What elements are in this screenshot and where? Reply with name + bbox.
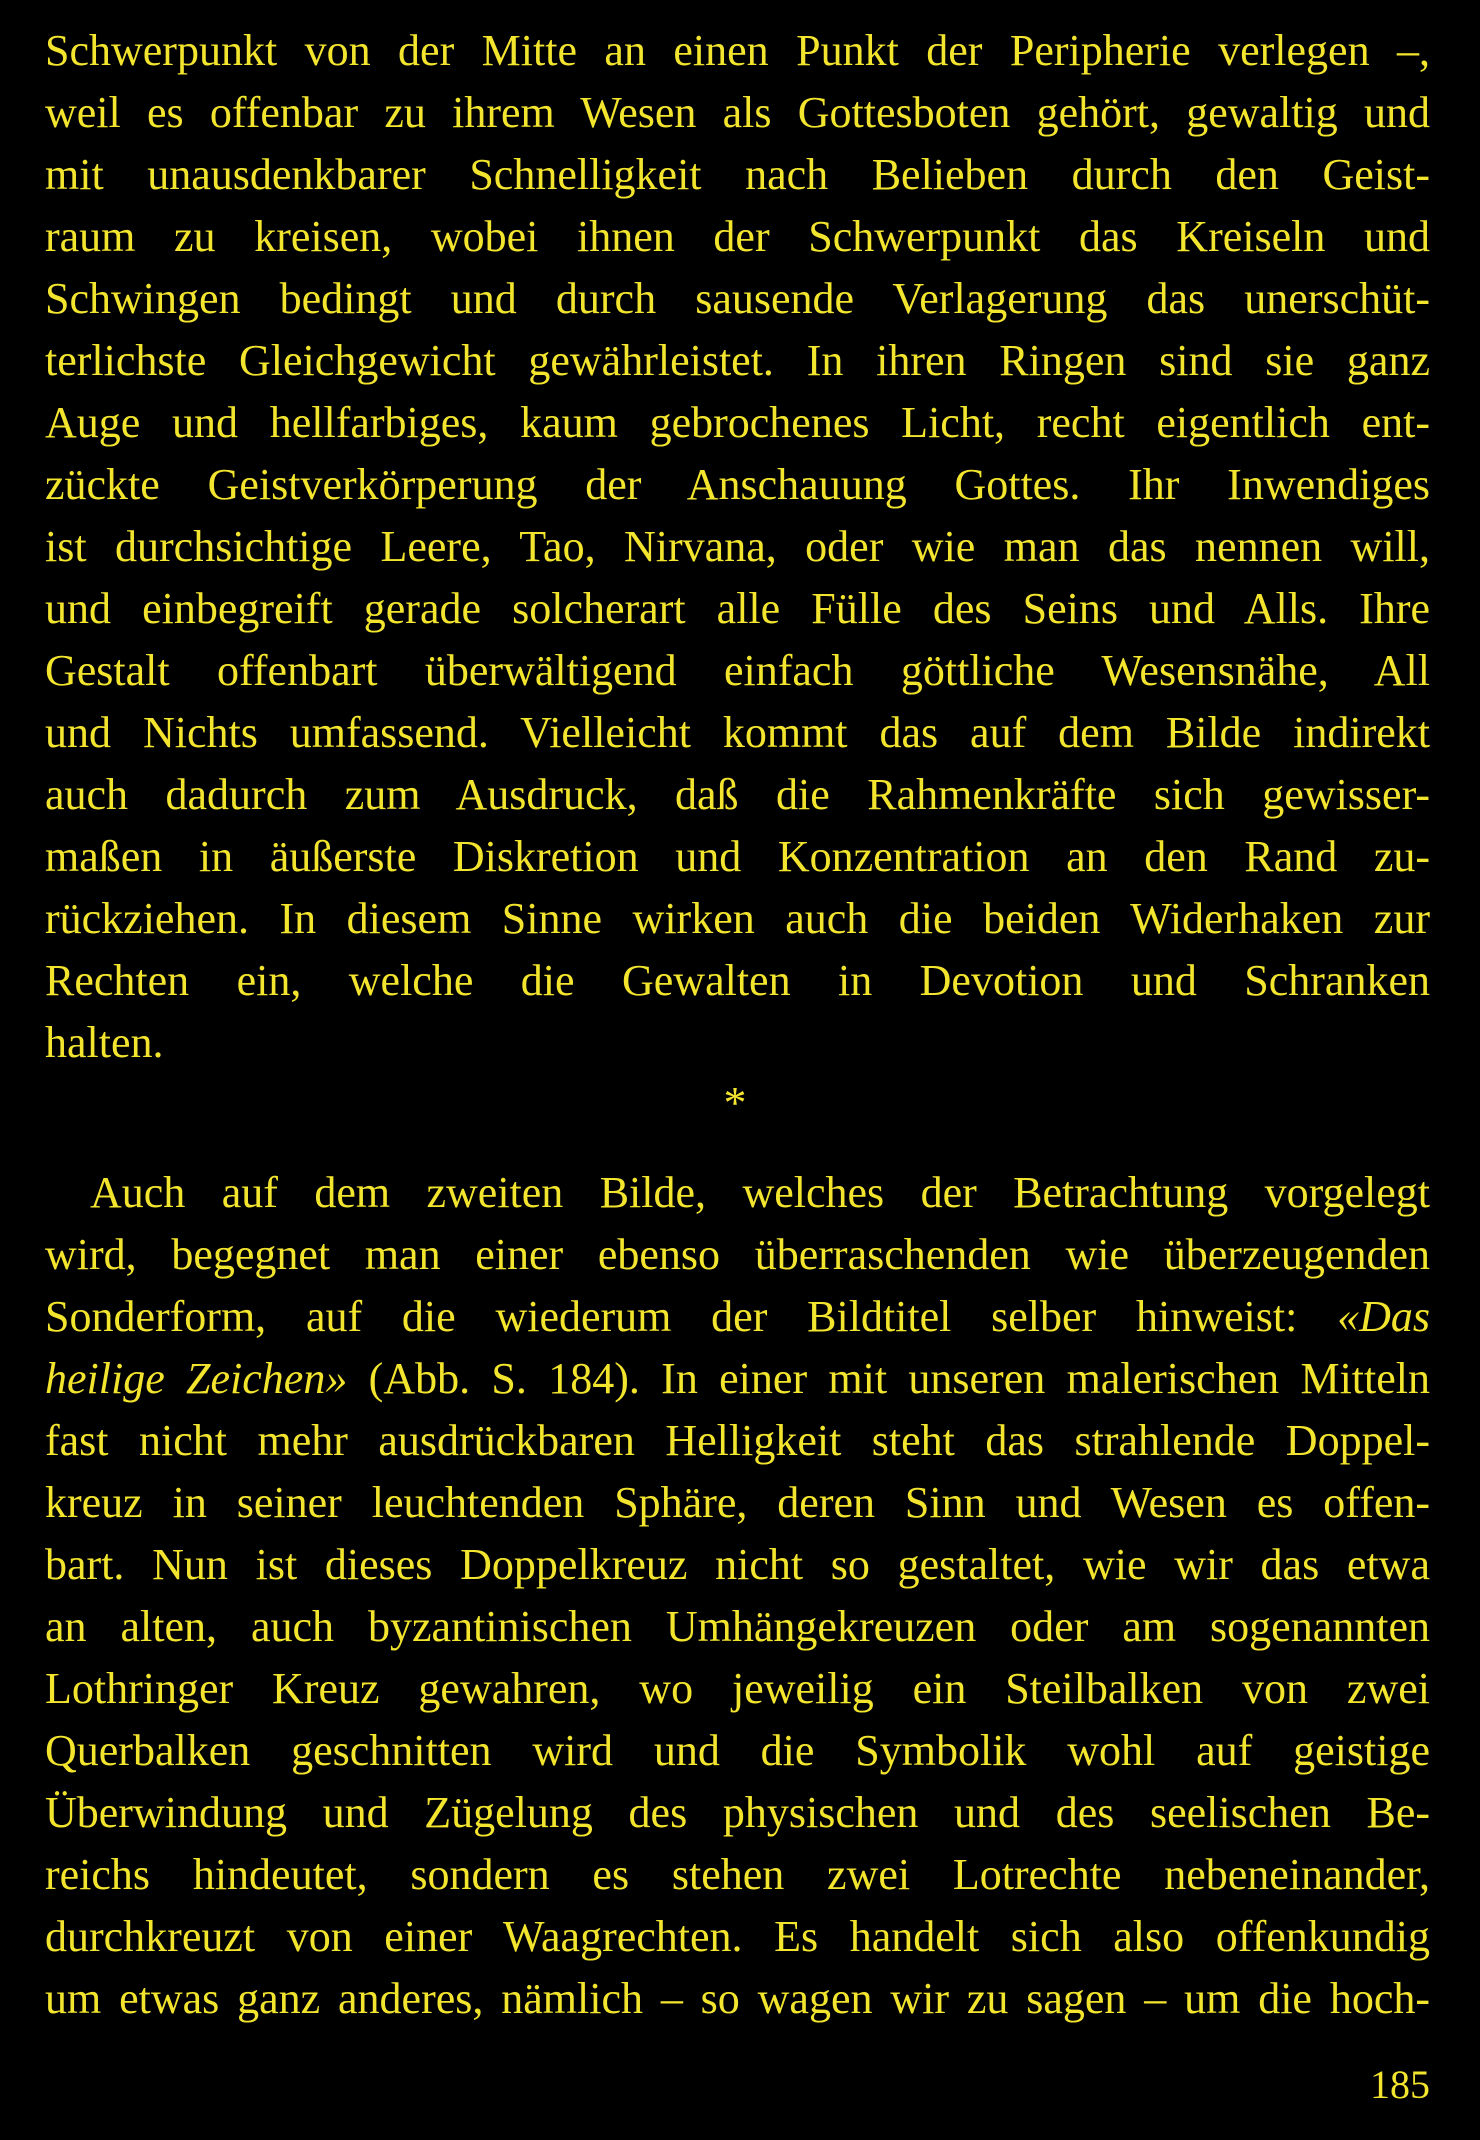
text-line: Überwindung und Zügelung des physischen und des seelischen Be- [45, 1788, 1430, 1837]
text-line: und einbegreift gerade solcherart alle Fülle des Seins und Alls. Ihre [45, 584, 1430, 633]
text-line: zückte Geistverkörperung der Anschauung Gottes. Ihr Inwendiges [45, 460, 1430, 509]
text-line: Lothringer Kreuz gewahren, wo jeweilig ein Steilbalken von zwei [45, 1664, 1430, 1713]
text-line: reichs hindeutet, sondern es stehen zwei Lotrechte nebeneinander, [45, 1850, 1430, 1899]
text-line [45, 1348, 1430, 1410]
text-line: mit unausdenkbarer Schnelligkeit nach Belieben durch den Geist- [45, 150, 1430, 199]
text-line: Schwingen bedingt und durch sausende Verlagerung das unerschüt- [45, 274, 1430, 323]
text-line: kreuz in seiner leuchtenden Sphäre, deren Sinn und Wesen es offen- [45, 1478, 1430, 1527]
text-line: Auge und hellfarbiges, kaum gebrochenes Licht, recht eigentlich ent- [45, 398, 1430, 447]
italic-title-run: heilige Zeichen» [45, 1354, 348, 1403]
text-line: Rechten ein, welche die Gewalten in Devotion und Schranken [45, 956, 1430, 1005]
text-run: Sonderform, auf die wiederum der Bildtitel selber hinweist: [45, 1292, 1338, 1341]
text-line: terlichste Gleichgewicht gewährleistet. In ihren Ringen sind sie ganz [45, 336, 1430, 385]
text-line: weil es offenbar zu ihrem Wesen als Gottesboten gehört, gewaltig und [45, 88, 1430, 137]
text-line: maßen in äußerste Diskretion und Konzentration an den Rand zu- [45, 832, 1430, 881]
text-line: durchkreuzt von einer Waagrechten. Es handelt sich also offenkundig [45, 1912, 1430, 1961]
text-line [45, 1286, 1430, 1348]
text-line: Auch auf dem zweiten Bilde, welches der Betrachtung vorgelegt [90, 1168, 1430, 1217]
section-separator: * [723, 1077, 747, 1128]
text-line: an alten, auch byzantinischen Umhängekreuzen oder am sogenannten [45, 1602, 1430, 1651]
text-line: ist durchsichtige Leere, Tao, Nirvana, oder wie man das nennen will, [45, 522, 1430, 571]
text-line: Querbalken geschnitten wird und die Symbolik wohl auf geistige [45, 1726, 1430, 1775]
text-line: auch dadurch zum Ausdruck, daß die Rahmenkräfte sich gewisser- [45, 770, 1430, 819]
text-line: raum zu kreisen, wobei ihnen der Schwerpunkt das Kreiseln und [45, 212, 1430, 261]
text-line: fast nicht mehr ausdrückbaren Helligkeit steht das strahlende Doppel- [45, 1416, 1430, 1465]
italic-title-run: «Das [1337, 1292, 1430, 1341]
text-line: Gestalt offenbart überwältigend einfach göttliche Wesensnähe, All [45, 646, 1430, 695]
text-line: um etwas ganz anderes, nämlich – so wagen wir zu sagen – um die hoch- [45, 1974, 1430, 2023]
text-line: bart. Nun ist dieses Doppelkreuz nicht so gestaltet, wie wir das etwa [45, 1540, 1430, 1589]
text-line: rückziehen. In diesem Sinne wirken auch die beiden Widerhaken zur [45, 894, 1430, 943]
page-number: 185 [1370, 2062, 1430, 2107]
text-line: Schwerpunkt von der Mitte an einen Punkt der Peripherie verlegen –, [45, 26, 1430, 75]
text-run: (Abb. S. 184). In einer mit unseren malerischen Mitteln [347, 1354, 1431, 1403]
text-line: halten. [45, 1018, 164, 1067]
text-line: und Nichts umfassend. Vielleicht kommt das auf dem Bilde indirekt [45, 708, 1430, 757]
text-line: wird, begegnet man einer ebenso überraschenden wie überzeugenden [45, 1230, 1430, 1279]
